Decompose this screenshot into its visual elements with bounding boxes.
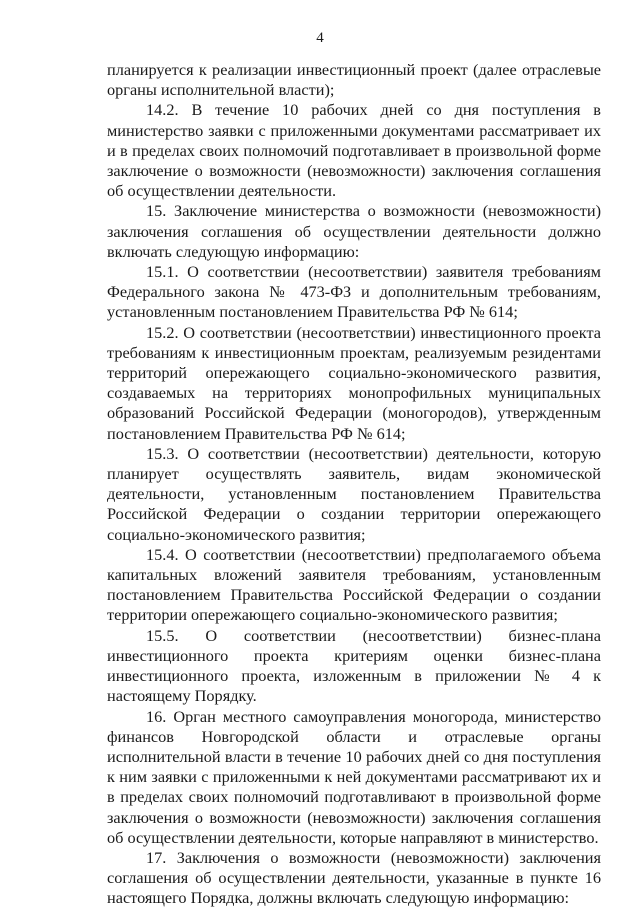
document-body	[107, 60, 601, 909]
paragraph-14-2: 14.2. В течение 10 рабочих дней со дня поступления в министерство заявки с приложенными документами рассматривает их и в пределах своих полномочий подготавливает в произвольной форме заключение о возможности (невозможности) заключения соглашения об осуществлении деятельности.	[107, 100, 601, 201]
paragraph-16: 16. Орган местного самоуправления моногорода, министерство финансов Новгородской области и отраслевые органы исполнительной власти в течение 10 рабочих дней со дня поступления к ним заявки с приложенными к ней документами рассматривают их и в пределах своих полномочий подготавливают в произвольной форме заключения о возможности (невозможности) заключения соглашения об осуществлении деятельности, которые направляют в министерство.	[107, 706, 601, 847]
paragraph-continuation: планируется к реализации инвестиционный проект (далее отраслевые органы исполнительной власти);	[107, 60, 601, 100]
paragraph-15: 15. Заключение министерства о возможности (невозможности) заключения соглашения об осуществлении деятельности должно включать следующую информацию:	[107, 201, 601, 261]
paragraph-15-3: 15.3. О соответствии (несоответствии) деятельности, которую планирует осуществлять заявитель, видам экономической деятельности, установленным постановлением Правительства Российской Федерации о создании территории опережающего социально-экономического развития;	[107, 443, 601, 544]
paragraph-17: 17. Заключения о возможности (невозможности) заключения соглашения об осуществлении деятельности, указанные в пункте 16 настоящего Порядка, должны включать следующую информацию:	[107, 847, 601, 908]
page-number: 4	[316, 30, 324, 46]
paragraph-15-4: 15.4. О соответствии (несоответствии) предполагаемого объема капитальных вложений заявителя требованиям, установленным постановлением Правительства Российской Федерации о создании территории опережающего социально-экономического развития;	[107, 544, 601, 625]
paragraph-15-2: 15.2. О соответствии (несоответствии) инвестиционного проекта требованиям к инвестиционным проектам, реализуемым резидентами территорий опережающего социально-экономического развития, создаваемых на территориях монопрофильных муниципальных образований Российской Федерации (моногородов), утвержденным постановлением Правительства РФ № 614;	[107, 322, 601, 443]
paragraph-15-1: 15.1. О соответствии (несоответствии) заявителя требованиям Федерального закона № 473-ФЗ и дополнительным требованиям, установленным постановлением Правительства РФ № 614;	[107, 262, 601, 322]
paragraph-15-5: 15.5. О соответствии (несоответствии) бизнес-плана инвестиционного проекта критериям оценки бизнес-плана инвестиционного проекта, изложенным в приложении № 4 к настоящему Порядку.	[107, 625, 601, 706]
